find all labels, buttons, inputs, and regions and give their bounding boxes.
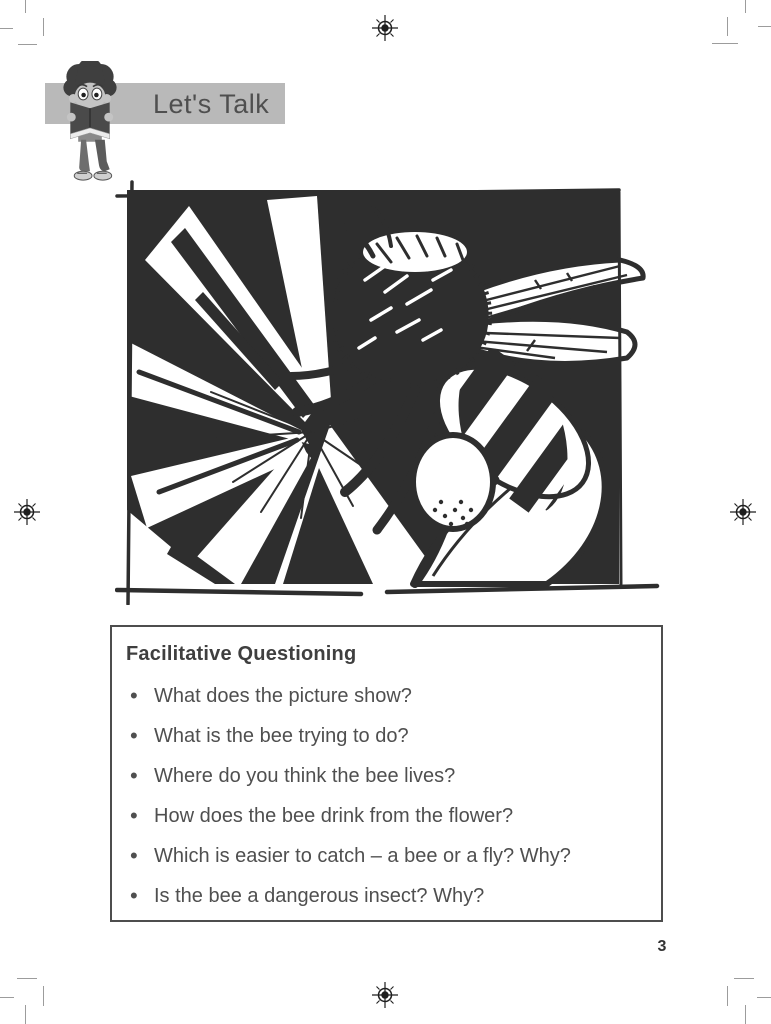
question-text: What does the picture show? — [154, 685, 412, 707]
crop-mark — [0, 28, 13, 29]
registration-mark-icon — [730, 499, 756, 525]
crop-mark — [17, 978, 37, 979]
question-item — [124, 876, 645, 916]
crop-mark — [43, 18, 44, 36]
crop-mark — [18, 44, 37, 45]
crop-mark — [0, 997, 14, 998]
registration-mark-icon — [372, 982, 398, 1008]
question-item — [124, 796, 645, 836]
crop-mark — [734, 978, 754, 979]
bee-on-flower-illustration — [115, 180, 660, 605]
crop-mark — [43, 986, 44, 1006]
question-text: Is the bee a dangerous insect? Why? — [154, 885, 485, 907]
crop-mark — [745, 1005, 746, 1024]
child-reading-book-illustration — [54, 61, 126, 189]
question-text: Where do you think the bee lives? — [154, 765, 456, 787]
crop-mark — [758, 26, 771, 27]
question-item — [124, 716, 645, 756]
question-box — [110, 625, 663, 922]
question-item — [124, 676, 645, 716]
crop-mark — [25, 0, 26, 13]
question-text: Which is easier to catch – a bee or a fly? Why? — [154, 845, 571, 867]
question-text: What is the bee trying to do? — [154, 725, 409, 747]
question-text: How does the bee drink from the flower? — [154, 805, 514, 827]
question-list — [124, 676, 645, 916]
section-title: Let's Talk — [153, 89, 270, 119]
registration-mark-icon — [14, 499, 40, 525]
question-box-title: Facilitative Questioning — [126, 643, 357, 665]
crop-mark — [757, 997, 771, 998]
crop-mark — [727, 17, 728, 36]
crop-mark — [25, 1005, 26, 1024]
page-number: 3 — [657, 938, 667, 955]
registration-mark-icon — [372, 15, 398, 41]
crop-mark — [727, 986, 728, 1006]
crop-mark — [712, 43, 738, 44]
question-item — [124, 756, 645, 796]
crop-mark — [745, 0, 746, 13]
question-item — [124, 836, 645, 876]
